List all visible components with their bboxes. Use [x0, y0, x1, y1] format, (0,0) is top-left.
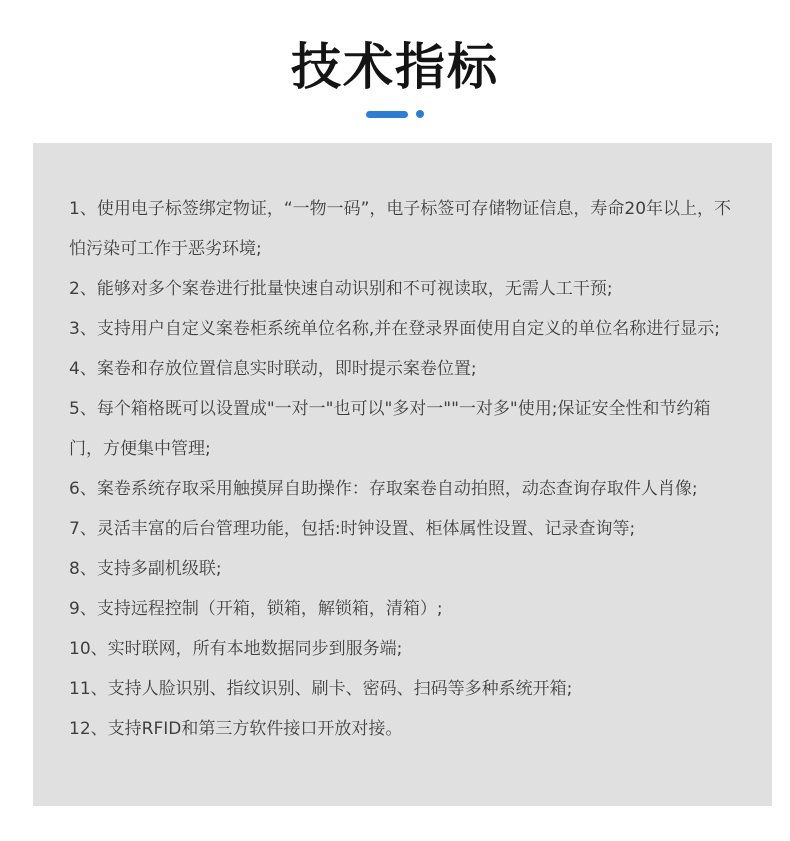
spec-item-8: 8、支持多副机级联; [69, 559, 222, 579]
spec-item-4: 4、案卷和存放位置信息实时联动，即时提示案卷位置; [69, 359, 477, 379]
spec-item-12: 12、支持RFID和第三方软件接口开放对接。 [69, 719, 403, 739]
spec-panel [33, 143, 772, 806]
spec-item-7: 7、灵活丰富的后台管理功能，包括:时钟设置、柜体属性设置、记录查询等; [69, 519, 636, 539]
spec-item-5: 5、每个箱格既可以设置成"一对一"也可以"多对一""一对多"使用;保证安全性和节约箱门，方便集中管理; [69, 399, 711, 459]
spec-item-1: 1、使用电子标签绑定物证，“一物一码”，电子标签可存储物证信息，寿命20年以上，不怕污染可工作于恶劣环境; [69, 199, 732, 259]
underline-bar-icon [366, 111, 408, 118]
page-title: 技术指标 [291, 38, 499, 96]
spec-item-9: 9、支持远程控制（开箱，锁箱，解锁箱，清箱）; [69, 599, 443, 619]
header [0, 38, 790, 118]
underline-dot-icon [416, 110, 424, 118]
spec-item-2: 2、能够对多个案卷进行批量快速自动识别和不可视读取，无需人工干预; [69, 279, 613, 299]
spec-item-11: 11、支持人脸识别、指纹识别、刷卡、密码、扫码等多种系统开箱; [69, 679, 573, 699]
spec-item-3: 3、支持用户自定义案卷柜系统单位名称,并在登录界面使用自定义的单位名称进行显示; [69, 319, 720, 339]
spec-item-6: 6、案卷系统存取采用触摸屏自助操作：存取案卷自动拍照，动态查询存取件人肖像; [69, 479, 698, 499]
spec-item-10: 10、实时联网，所有本地数据同步到服务端; [69, 639, 403, 659]
title-underline [0, 110, 790, 118]
